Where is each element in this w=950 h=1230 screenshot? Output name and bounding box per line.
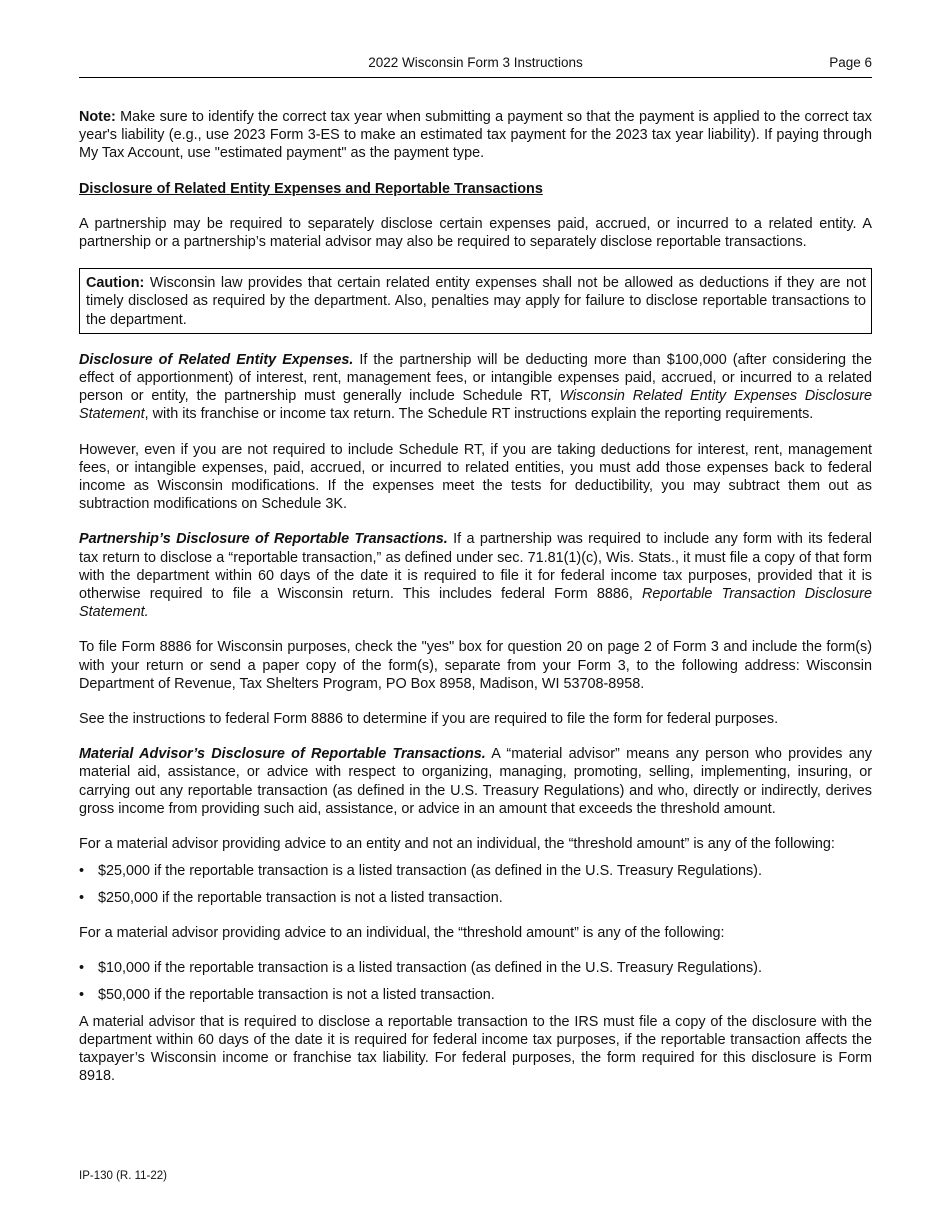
however-paragraph: However, even if you are not required to include Schedule RT, if you are taking deductions for interest, rent, management fees, or intangible expenses, paid, accrued, or incurred to related entities, you must add those expenses back to federal income as Wisconsin modifications. If the expenses meet the tests for deductibility, you may subtract them out as subtraction modifications on Schedule 3K.: [79, 441, 872, 513]
entity-threshold-paragraph: For a material advisor providing advice to an entity and not an individual, the “threshold amount” is any of the following:: [79, 836, 835, 853]
final-paragraph: A material advisor that is required to disclose a reportable transaction to the IRS must file a copy of the disclosure with the department within 60 days of the date it is required for federal income tax purposes, if the reportable transaction affects the taxpayer’s Wisconsin income or franchise tax liability. For federal purposes, the form required for this disclosure is Form 8918.: [79, 1013, 872, 1085]
partnership-form-title: Reportable Transaction Disclosure Statement.: [79, 586, 872, 621]
individual-threshold-paragraph: For a material advisor providing advice to an individual, the “threshold amount” is any of the following:: [79, 925, 725, 942]
related-entity-paragraph: [79, 351, 872, 424]
partnership-label: Partnership’s Disclosure of Reportable Transactions.: [79, 531, 448, 548]
individual-threshold-list: [79, 959, 872, 1004]
material-advisor-label: Material Advisor’s Disclosure of Reportable Transactions.: [79, 746, 486, 763]
page-header: [79, 55, 872, 78]
note-text: Make sure to identify the correct tax year when submitting a payment so that the payment is applied to the correct tax year's liability (e.g., use 2023 Form 3-ES to make an estimated tax payment for the 2023 tax year liability). If paying through My Tax Account, use "estimated payment" as the payment type.: [79, 109, 872, 162]
section-heading: Disclosure of Related Entity Expenses and Reportable Transactions: [79, 180, 543, 197]
material-advisor-paragraph: [79, 745, 872, 818]
intro-paragraph: A partnership may be required to separately disclose certain expenses paid, accrued, or incurred to a related entity. A partnership or a partnership’s material advisor may also be required to separately disclose reportable transactions.: [79, 215, 872, 251]
related-entity-form-title: Wisconsin Related Entity Expenses Disclosure Statement: [79, 388, 873, 423]
related-entity-text-1: If the partnership will be deducting more than $100,000 (after considering the effect of apportionment) of interest, rent, management fees, or intangible expenses paid, accrued, or incurred to a related person or entity, the partnership must generally include Schedule RT,: [79, 351, 872, 405]
page-number: Page 6: [829, 55, 872, 70]
document-body: [79, 108, 872, 1103]
list-item: [79, 986, 872, 1004]
list-item-text: $25,000 if the reportable transaction is a listed transaction (as defined in the U.S. Treasury Regulations).: [98, 863, 762, 880]
partnership-text: If a partnership was required to include any form with its federal tax return to disclose a “reportable transaction,” as defined under sec. 71.81(1)(c), Wis. Stats., it must file a copy of that form with the department within 60 days of the date it is required to file it for federal income tax purposes, provided that it is otherwise required to file a Wisconsin return. This includes federal Form 8886,: [79, 531, 873, 603]
caution-box: [79, 268, 872, 334]
list-item: [79, 862, 872, 880]
related-entity-text-2: , with its franchise or income tax return. The Schedule RT instructions explain the reporting requirements.: [144, 406, 814, 423]
material-advisor-text: A “material advisor” means any person who provides any material aid, assistance, or advice with respect to organizing, managing, promoting, selling, implementing, insuring, or carrying out any reportable transaction (as defined in the U.S. Treasury Regulations) and who, directly or indirectly, derives gross income from providing such aid, assistance, or advice in an amount that exceeds the threshold amount.: [79, 746, 872, 817]
note-label: Note:: [79, 109, 116, 125]
bullet-icon: •: [79, 863, 85, 880]
caution-label: Caution:: [86, 275, 145, 292]
list-item: [79, 959, 872, 977]
to-file-paragraph: To file Form 8886 for Wisconsin purposes, check the "yes" box for question 20 on page 2 of Form 3 and include the form(s) with your return or send a paper copy of the form(s), separate from your Form 3, to the following address: Wisconsin Department of Revenue, Tax Shelters Program, PO Box 8958, Madison, WI 53708-8958.: [79, 639, 872, 692]
form-id-footer: IP-130 (R. 11-22): [79, 1170, 167, 1182]
partnership-paragraph: [79, 530, 872, 621]
header-title: 2022 Wisconsin Form 3 Instructions: [368, 55, 583, 70]
bullet-icon: •: [79, 987, 85, 1004]
list-item: [79, 889, 872, 907]
bullet-icon: •: [79, 960, 85, 977]
bullet-icon: •: [79, 890, 85, 906]
list-item-text: $250,000 if the reportable transaction is not a listed transaction.: [98, 890, 503, 906]
note-paragraph: [79, 108, 872, 163]
list-item-text: $50,000 if the reportable transaction is not a listed transaction.: [98, 987, 495, 1004]
caution-text: Wisconsin law provides that certain related entity expenses shall not be allowed as deductions if they are not timely disclosed as required by the department. Also, penalties may apply for failure to disclose reportable transactions to the department.: [86, 275, 866, 328]
see-instructions-paragraph: See the instructions to federal Form 8886 to determine if you are required to file the form for federal purposes.: [79, 711, 779, 728]
related-entity-label: Disclosure of Related Entity Expenses.: [79, 351, 354, 368]
list-item-text: $10,000 if the reportable transaction is a listed transaction (as defined in the U.S. Treasury Regulations).: [98, 960, 762, 977]
entity-threshold-list: [79, 862, 872, 907]
